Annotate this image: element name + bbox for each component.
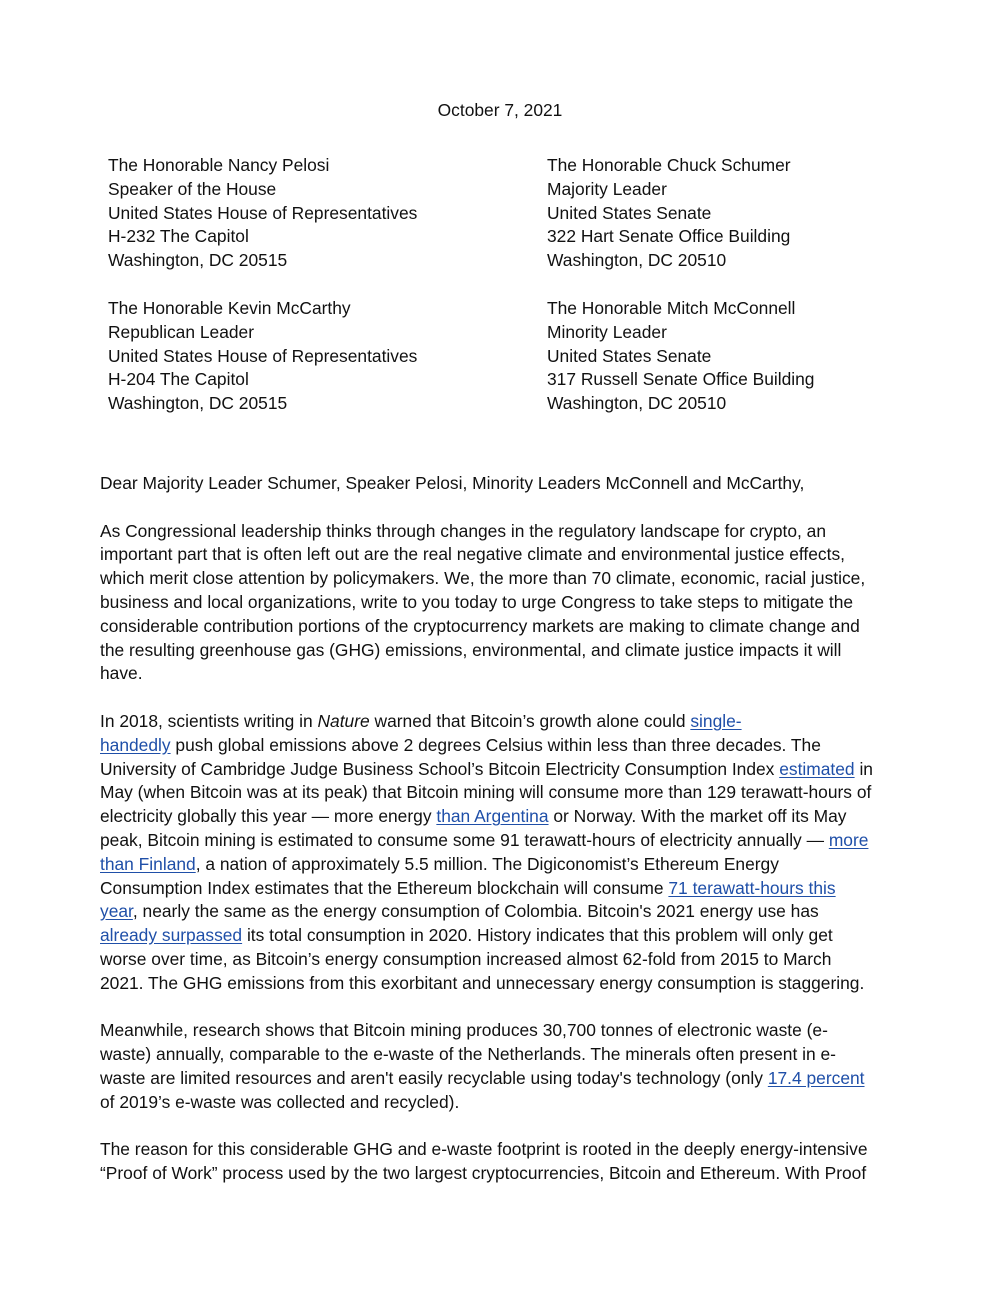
- recipient-name: The Honorable Chuck Schumer: [547, 155, 791, 175]
- recipient-city: Washington, DC 20515: [108, 250, 288, 271]
- recipient-name: The Honorable Nancy Pelosi: [108, 155, 330, 175]
- text-line: May (when Bitcoin was at its peak) that Bitcoin mining will consume more than 129 terawatt-hours of: [100, 782, 872, 803]
- link-more-than-finland-cont[interactable]: than Finland: [100, 853, 196, 874]
- paragraph-spacer: [100, 686, 910, 710]
- recipient-org: United States Senate: [547, 202, 712, 223]
- text-line: already surpassed its total consumption in 2020. History indicates that this problem will only get: [100, 925, 833, 946]
- recipient-city: Washington, DC 20510: [547, 393, 727, 414]
- text-line: waste) annually, comparable to the e-waste of the Netherlands. The minerals often present in e-: [100, 1044, 836, 1065]
- text-line: the resulting greenhouse gas (GHG) emissions, environmental, and climate justice impacts it will: [100, 639, 842, 660]
- text-line: Consumption Index estimates that the Ethereum blockchain will consume 71 terawatt-hours this: [100, 877, 836, 898]
- link-71-terawatt-hours[interactable]: 71 terawatt-hours this: [668, 877, 836, 898]
- journal-name-nature: Nature: [317, 710, 370, 731]
- link-single-handedly[interactable]: single-: [690, 710, 742, 731]
- paragraph-ewaste: [100, 1019, 910, 1114]
- recipient-address-pelosi: [108, 154, 417, 273]
- text-line: electricity globally this year — more energy than Argentina or Norway. With the market off its May: [100, 806, 847, 827]
- link-more-than-finland[interactable]: more: [828, 829, 869, 850]
- text-line: waste are limited resources and aren't easily recyclable using today's technology (only 17.4 percent: [100, 1067, 865, 1088]
- text-line: In 2018, scientists writing in Nature warned that Bitcoin’s growth alone could single-: [100, 710, 742, 731]
- link-single-handedly-cont[interactable]: handedly: [100, 734, 171, 755]
- recipient-title: Republican Leader: [108, 321, 254, 342]
- recipient-office: 322 Hart Senate Office Building: [547, 226, 791, 247]
- text-line: 2021. The GHG emissions from this exorbitant and unnecessary energy consumption is staggering.: [100, 972, 865, 993]
- paragraph-spacer: [100, 996, 910, 1020]
- text-line: important part that is often left out are the real negative climate and environmental justice effects,: [100, 544, 845, 565]
- letter-date: October 7, 2021: [437, 100, 563, 120]
- link-than-argentina[interactable]: than Argentina: [436, 806, 549, 827]
- text-line: peak, Bitcoin mining is estimated to consume some 91 terawatt-hours of electricity annually — more: [100, 829, 869, 850]
- text-line: “Proof of Work” process used by the two largest cryptocurrencies, Bitcoin and Ethereum. With Proof: [100, 1163, 867, 1184]
- recipient-title: Majority Leader: [547, 178, 667, 199]
- paragraph-proof-of-work: [100, 1138, 910, 1186]
- recipient-name: The Honorable Mitch McConnell: [547, 298, 796, 318]
- recipient-city: Washington, DC 20515: [108, 393, 288, 414]
- letter-body: [100, 472, 910, 1186]
- text-line: business and local organizations, write to you today to urge Congress to take steps to mitigate the: [100, 591, 854, 612]
- text-line: As Congressional leadership thinks through changes in the regulatory landscape for crypto, an: [100, 520, 827, 541]
- recipient-title: Minority Leader: [547, 321, 667, 342]
- recipient-address-mcconnell: [547, 297, 814, 416]
- link-already-surpassed[interactable]: already surpassed: [100, 925, 243, 946]
- text-line: handedly push global emissions above 2 degrees Celsius within less than three decades. The: [100, 734, 821, 755]
- text-line: worse over time, as Bitcoin’s energy consumption increased almost 62-fold from 2015 to March: [100, 948, 832, 969]
- link-17-4-percent[interactable]: 17.4 percent: [767, 1067, 865, 1088]
- text-line: have.: [100, 663, 143, 684]
- recipient-name: The Honorable Kevin McCarthy: [108, 298, 351, 318]
- paragraph-energy: [100, 710, 910, 996]
- text-line: which merit close attention by policymakers. We, the more than 70 climate, economic, racial justice,: [100, 568, 866, 589]
- salutation: Dear Majority Leader Schumer, Speaker Pelosi, Minority Leaders McConnell and McCarthy,: [100, 473, 805, 493]
- recipient-office: H-232 The Capitol: [108, 226, 249, 247]
- link-71-terawatt-hours-cont[interactable]: year: [100, 901, 133, 922]
- paragraph-intro: [100, 520, 910, 687]
- text-line: Meanwhile, research shows that Bitcoin mining produces 30,700 tonnes of electronic waste (e-: [100, 1020, 828, 1041]
- text-line: University of Cambridge Judge Business School’s Bitcoin Electricity Consumption Index estimated in: [100, 758, 873, 779]
- recipient-address-mccarthy: [108, 297, 417, 416]
- recipient-office: H-204 The Capitol: [108, 369, 249, 390]
- paragraph-spacer: [100, 496, 910, 520]
- recipient-address-schumer: [547, 154, 791, 273]
- recipient-title: Speaker of the House: [108, 178, 277, 199]
- recipient-org: United States House of Representatives: [108, 345, 418, 366]
- link-estimated[interactable]: estimated: [779, 758, 855, 779]
- paragraph-spacer: [100, 1115, 910, 1139]
- recipient-org: United States Senate: [547, 345, 712, 366]
- text-line: of 2019’s e-waste was collected and recycled).: [100, 1091, 460, 1112]
- text-line: The reason for this considerable GHG and e-waste footprint is rooted in the deeply energy-intensive: [100, 1139, 868, 1160]
- recipient-city: Washington, DC 20510: [547, 250, 727, 271]
- recipient-office: 317 Russell Senate Office Building: [547, 369, 815, 390]
- text-line: year, nearly the same as the energy consumption of Colombia. Bitcoin's 2021 energy use has: [100, 901, 819, 922]
- text-line: than Finland, a nation of approximately 5.5 million. The Digiconomist’s Ethereum Energy: [100, 853, 779, 874]
- text-line: considerable contribution portions of the cryptocurrency markets are making to climate change and: [100, 615, 860, 636]
- recipient-org: United States House of Representatives: [108, 202, 418, 223]
